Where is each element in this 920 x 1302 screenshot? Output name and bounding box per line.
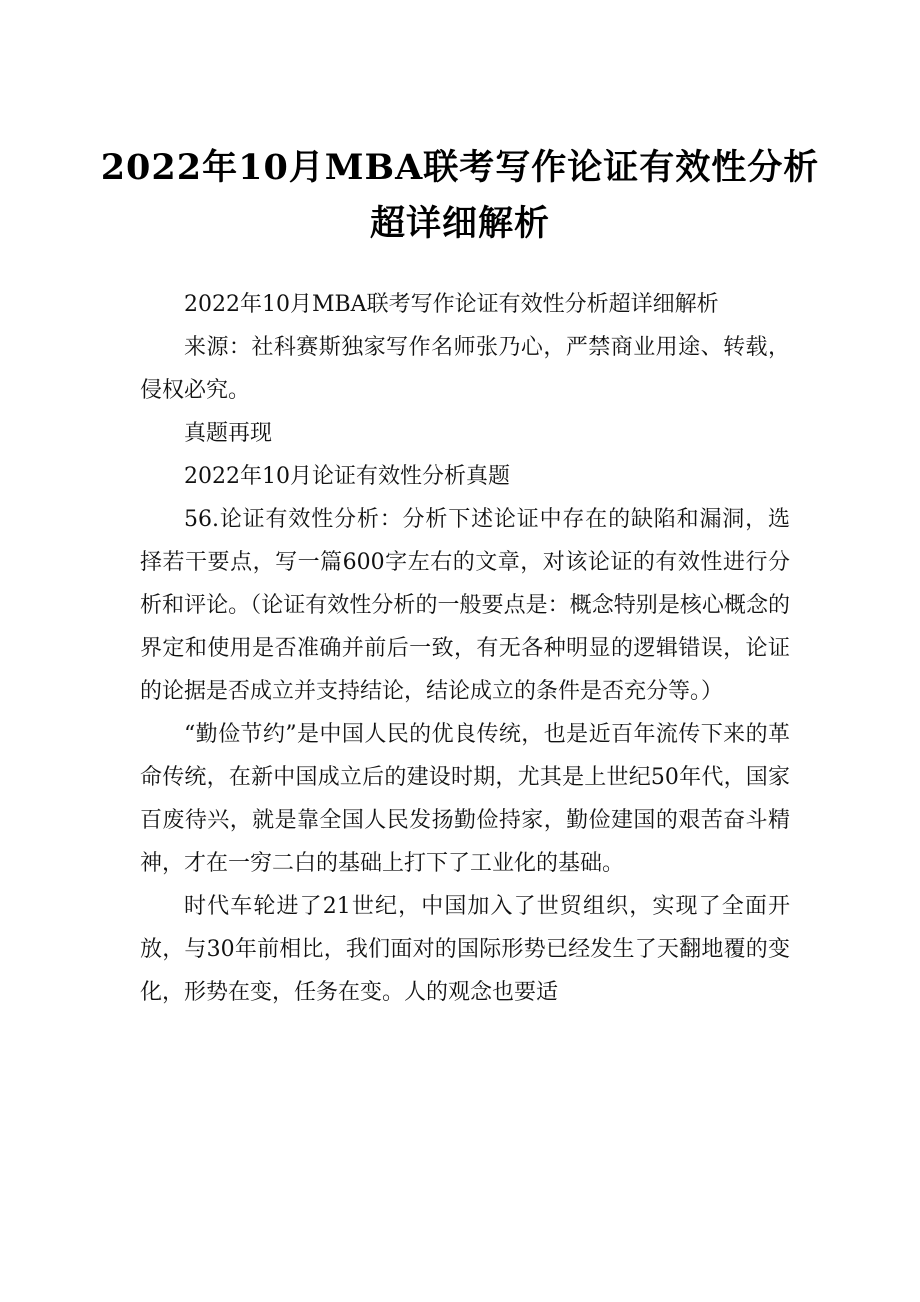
paragraph-section-label: 真题再现 — [184, 421, 273, 446]
title-line-1: 2022年10月MBA联考写作论证有效性分析 — [100, 147, 820, 188]
document-body — [140, 283, 790, 1014]
paragraph-passage-1: “勤俭节约”是中国人民的优良传统，也是近百年流传下来的革命传统，在新中国成立后的建设时期，尤其是上世纪50年代，国家百废待兴，就是靠全国人民发扬勤俭持家，勤俭建国的艰苦奋斗精神，才在一穷二白的基础上打下了工业化的基础。 — [140, 722, 790, 876]
paragraph-passage-2: 时代车轮进了21世纪，中国加入了世贸组织，实现了全面开放，与30年前相比，我们面对的国际形势已经发生了天翻地覆的变化，形势在变，任务在变。人的观念也要适 — [140, 894, 790, 1005]
paragraph-source: 来源：社科赛斯独家写作名师张乃心，严禁商业用途、转载，侵权必究。 — [140, 335, 790, 403]
paragraph-heading-repeat: 2022年10月MBA联考写作论证有效性分析超详细解析 — [184, 292, 719, 317]
paragraph-exam-title: 2022年10月论证有效性分析真题 — [184, 464, 510, 489]
document-title — [100, 140, 820, 252]
paragraph-question: 56.论证有效性分析：分析下述论证中存在的缺陷和漏洞，选择若干要点，写一篇600字左右的文章，对该论证的有效性进行分析和评论。（论证有效性分析的一般要点是：概念特别是核心概念的界定和使用是否准确并前后一致，有无各种明显的逻辑错误，论证的论据是否成立并支持结论，结论成立的条件是否充分等。） — [140, 507, 790, 704]
title-line-2: 超详细解析 — [369, 203, 550, 244]
